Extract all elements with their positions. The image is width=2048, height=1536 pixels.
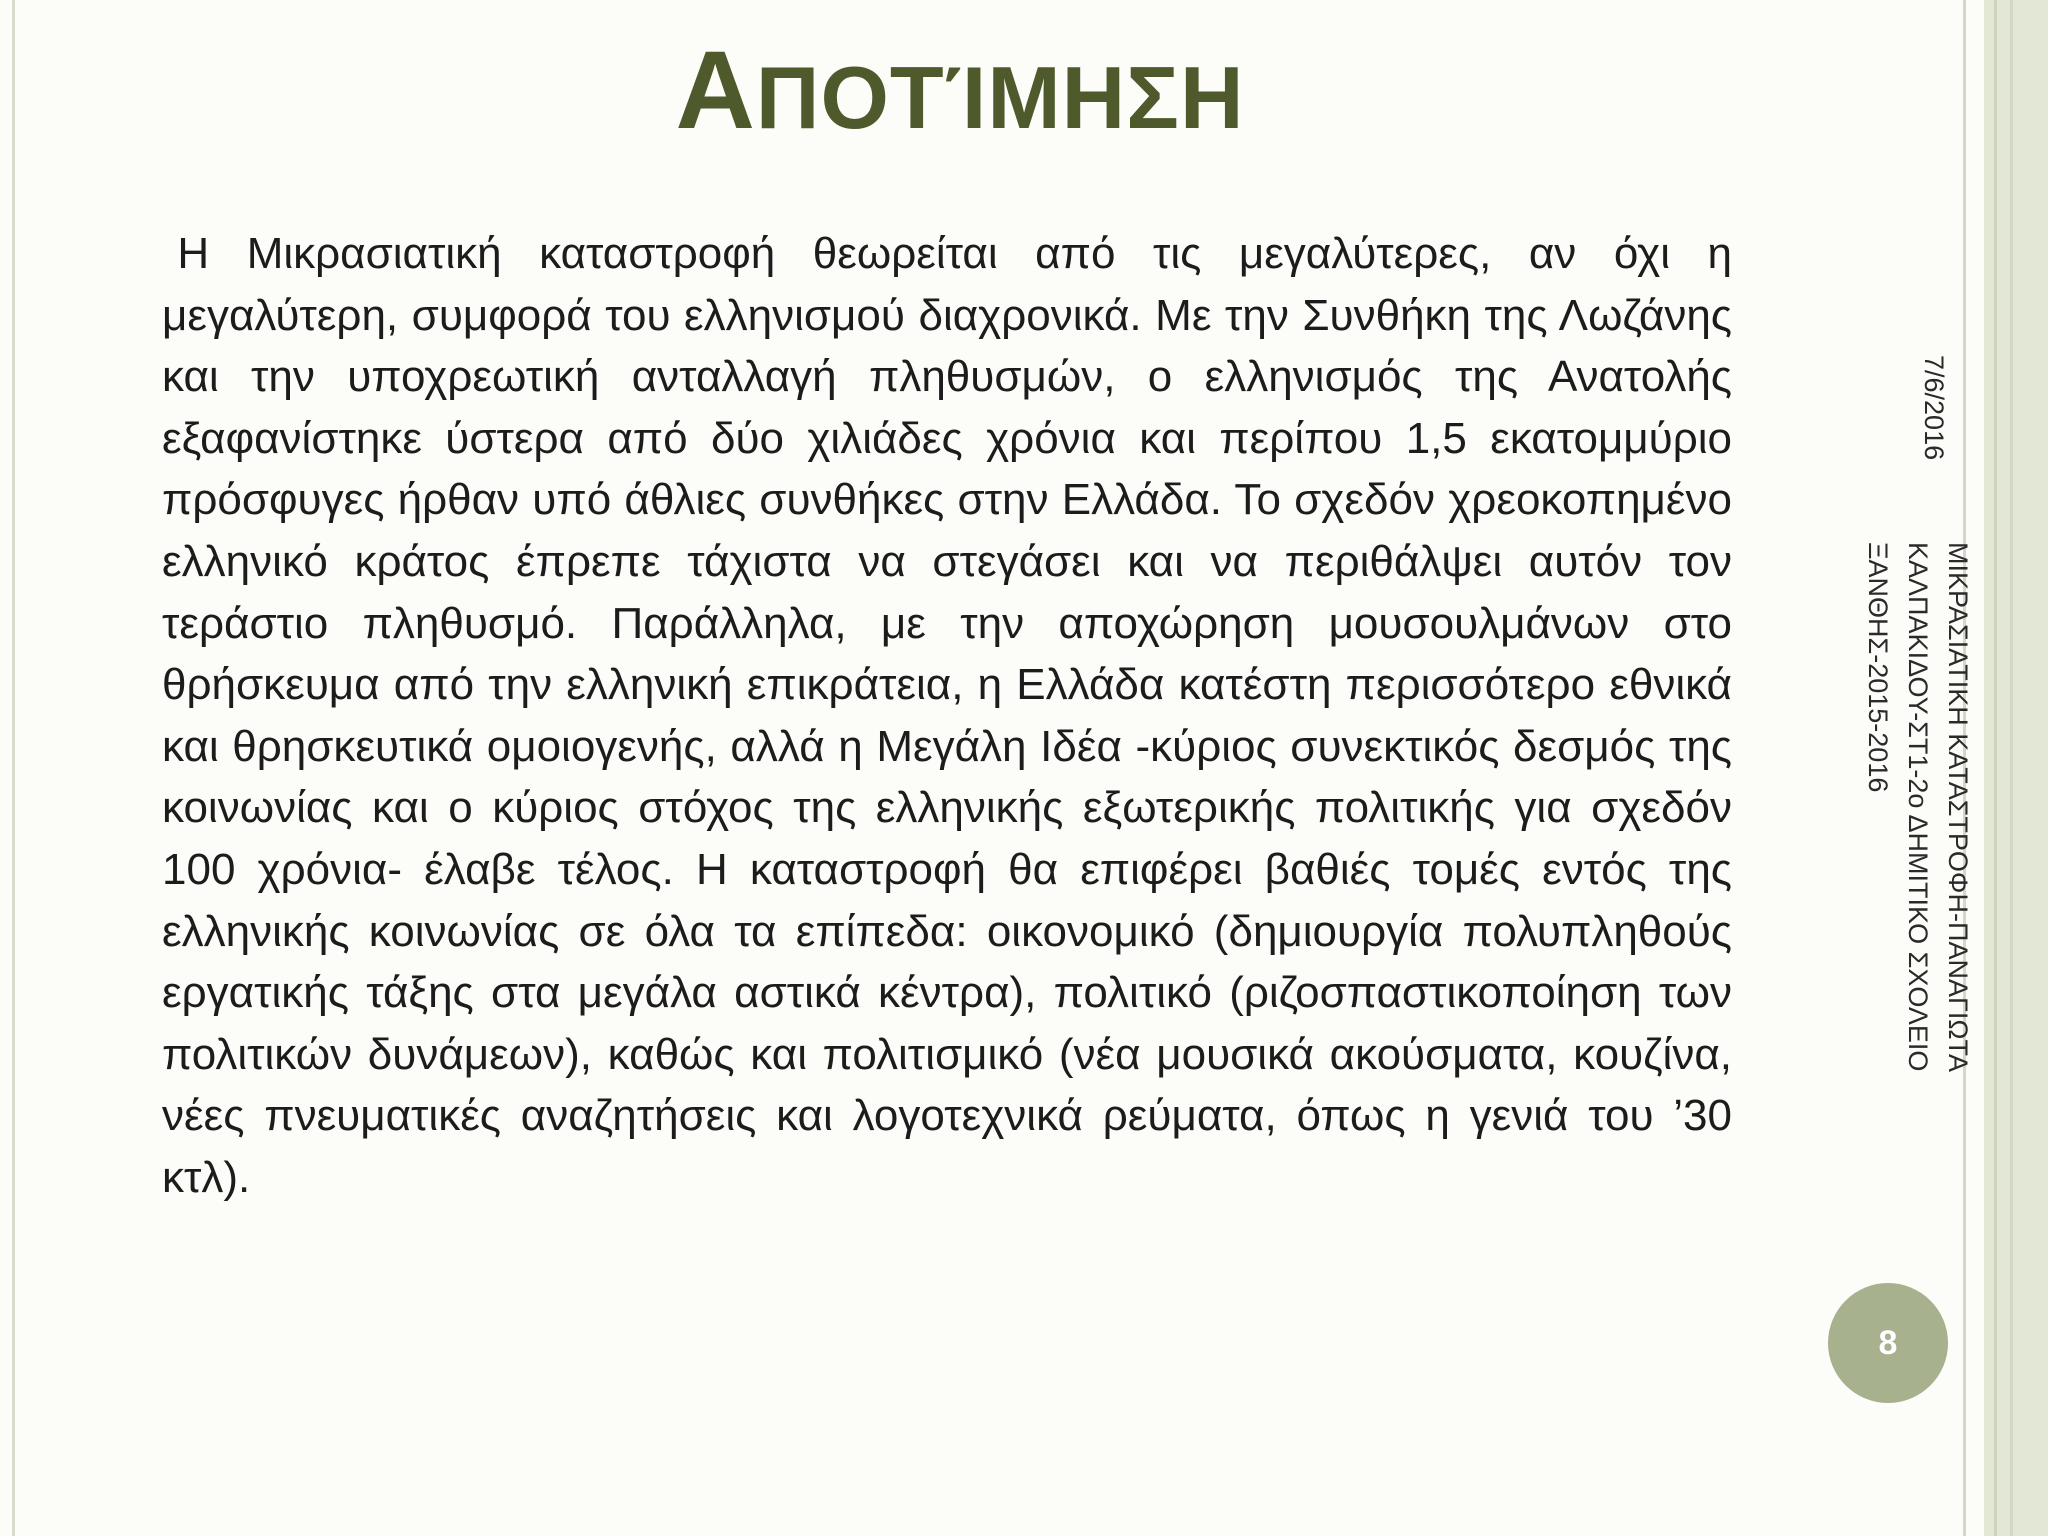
footer-line-1: ΜΙΚΡΑΣΙΑΤΙΚΗ ΚΑΤΑΣΤΡΟΦΗ-ΠΑΝΑΓΙΩΤΑ — [1943, 542, 1973, 1073]
footer-line-2: ΚΑΛΠΑΚΙΔΟΥ-ΣΤ1-2ο ΔΗΜΙΤΙΚΟ ΣΧΟΛΕΙΟ — [1903, 542, 1933, 1072]
slide-footer — [1858, 542, 1978, 1072]
slide-title-initial: Α — [675, 29, 756, 152]
slide-title — [560, 26, 1360, 163]
right-decorative-band — [1984, 0, 2048, 1536]
left-border-line — [12, 0, 15, 1536]
slide-date: 7/6/2016 — [1919, 355, 1949, 461]
page-number-badge — [1828, 1283, 1948, 1403]
page-number: 8 — [1878, 1323, 1898, 1362]
footer-line-3: ΞΑΝΘΗΣ-2015-2016 — [1863, 542, 1893, 793]
slide-body-text: Η Μικρασιατική καταστροφή θεωρείται από τις μεγαλύτερες, αν όχι η μεγαλύτερη, συμφορά του ελληνισμού διαχρονικά. Με την Συνθήκη της Λωζάνης και την υποχρεωτική ανταλλαγή πληθυσμών, ο ελληνισμός της Ανατολής εξαφανίστηκε ύστερα από δύο χιλιάδες χρόνια και περίπου 1,5 εκατομμύριο πρόσφυγες ήρθαν υπό άθλιες συνθήκες στην Ελλάδα. Το σχεδόν χρεοκοπημένο ελληνικό κράτος έπρεπε τάχιστα να στεγάσει και να περιθάλψει αυτόν τον τεράστιο πληθυσμό. Παράλληλα, με την αποχώρηση μουσουλμάνων στο θρήσκευμα από την ελληνική επικράτεια, η Ελλάδα κατέστη περισσότερο εθνικά και θρησκευτικά ομοιογενής, αλλά η Μεγάλη Ιδέα -κύριος συνεκτικός δεσμός της κοινωνίας και ο κύριος στόχος της ελληνικής εξωτερικής πολιτικής για σχεδόν 100 χρόνια- έλαβε τέλος. Η καταστροφή θα επιφέρει βαθιές τομές εντός της ελληνικής κοινωνίας σε όλα τα επίπεδα: οικονομικό (δημιουργία πολυπληθούς εργατικής τάξης στα μεγάλα αστικά κέντρα), πολιτικό (ριζοσπαστικοποίηση των πολιτικών δυνάμεων), καθώς και πολιτισμικό (νέα μουσικά ακούσματα, κουζίνα, νέες πνευματικές αναζητήσεις και λογοτεχνικά ρεύματα, όπως η γενιά του ’30 κτλ). — [162, 229, 1732, 1202]
slide-title-rest: ΠΟΤΊΜΗΣΗ — [755, 48, 1245, 147]
